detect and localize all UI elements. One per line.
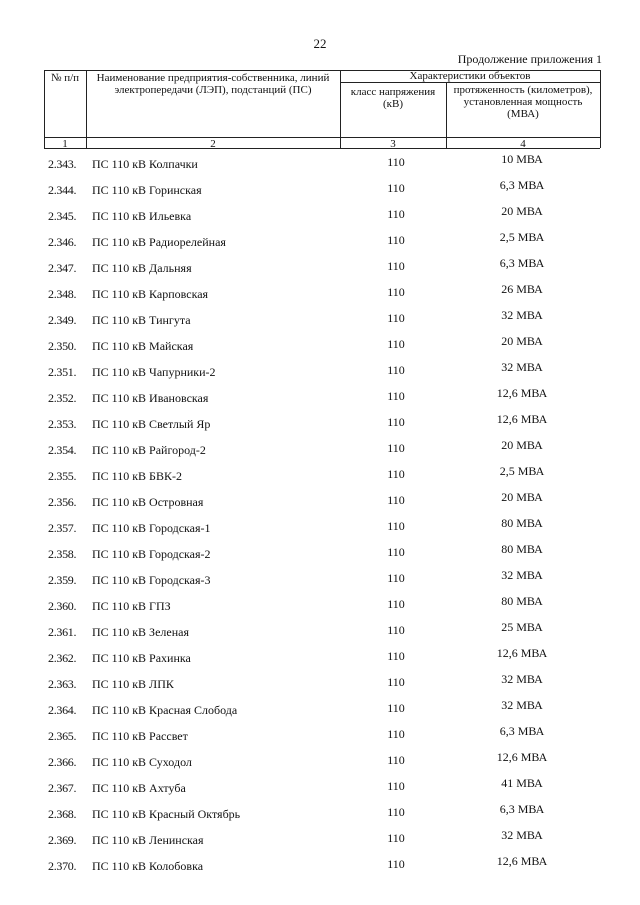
row-number: 2.346.: [48, 235, 77, 249]
table-row: [0, 617, 640, 643]
substation-name: ПС 110 кВ Городская-3: [92, 573, 211, 587]
table-row: [0, 279, 640, 305]
voltage-class: 110: [387, 753, 405, 767]
table-row: [0, 695, 640, 721]
substation-name: ПС 110 кВ Колобовка: [92, 859, 204, 873]
table-row: [0, 201, 640, 227]
table-row: [0, 487, 640, 513]
substation-name: ПС 110 кВ Майская: [92, 339, 194, 353]
installed-capacity: 6,3 МВА: [499, 256, 545, 270]
installed-capacity: 20 МВА: [501, 334, 543, 348]
substation-name: ПС 110 кВ Рахинка: [92, 651, 191, 665]
continuation-note: Продолжение приложения 1: [457, 52, 602, 66]
row-number: 2.354.: [48, 443, 77, 457]
substation-name: ПС 110 кВ Красная Слобода: [92, 703, 238, 717]
header-subdivider: [340, 82, 600, 83]
installed-capacity: 6,3 МВА: [499, 178, 545, 192]
voltage-class: 110: [387, 311, 405, 325]
row-number: 2.344.: [48, 183, 77, 197]
substation-name: ПС 110 кВ Тингута: [92, 313, 191, 327]
table-row: [0, 643, 640, 669]
substation-name: ПС 110 кВ БВК-2: [92, 469, 182, 483]
row-number: 2.367.: [48, 781, 77, 795]
table-row: [0, 227, 640, 253]
row-number: 2.361.: [48, 625, 77, 639]
substation-name: ПС 110 кВ ГПЗ: [92, 599, 171, 613]
voltage-class: 110: [387, 363, 405, 377]
substation-name: ПС 110 кВ Суходол: [92, 755, 192, 769]
voltage-class: 110: [387, 857, 405, 871]
installed-capacity: 26 МВА: [501, 282, 543, 296]
column-number-4: 4: [520, 138, 526, 150]
substation-name: ПС 110 кВ Чапурники-2: [92, 365, 216, 379]
row-number: 2.352.: [48, 391, 77, 405]
substation-name: ПС 110 кВ Ильевка: [92, 209, 192, 223]
installed-capacity: 80 МВА: [501, 594, 543, 608]
table-row: [0, 149, 640, 175]
installed-capacity: 32 МВА: [501, 308, 543, 322]
substation-name: ПС 110 кВ Колпачки: [92, 157, 198, 171]
row-number: 2.369.: [48, 833, 77, 847]
table-row: [0, 591, 640, 617]
table-row: [0, 253, 640, 279]
header-col-number: № п/п: [50, 72, 80, 84]
table-row: [0, 331, 640, 357]
voltage-class: 110: [387, 259, 405, 273]
header-col-voltage: класс напряжения (кВ): [350, 86, 436, 110]
voltage-class: 110: [387, 675, 405, 689]
row-number: 2.364.: [48, 703, 77, 717]
substation-name: ПС 110 кВ ЛПК: [92, 677, 174, 691]
header-col-capacity: протяженность (километров), установленная мощность (МВА): [453, 84, 593, 120]
voltage-class: 110: [387, 389, 405, 403]
row-number: 2.349.: [48, 313, 77, 327]
row-number: 2.357.: [48, 521, 77, 535]
installed-capacity: 20 МВА: [501, 438, 543, 452]
column-number-1: 1: [62, 138, 68, 150]
voltage-class: 110: [387, 597, 405, 611]
table-row: [0, 773, 640, 799]
row-number: 2.355.: [48, 469, 77, 483]
installed-capacity: 12,6 МВА: [496, 412, 548, 426]
row-number: 2.353.: [48, 417, 77, 431]
substation-name: ПС 110 кВ Рассвет: [92, 729, 188, 743]
substation-name: ПС 110 кВ Островная: [92, 495, 204, 509]
voltage-class: 110: [387, 233, 405, 247]
voltage-class: 110: [387, 701, 405, 715]
voltage-class: 110: [387, 519, 405, 533]
installed-capacity: 32 МВА: [501, 828, 543, 842]
row-number: 2.358.: [48, 547, 77, 561]
row-number: 2.351.: [48, 365, 77, 379]
table-row: [0, 357, 640, 383]
row-number: 2.365.: [48, 729, 77, 743]
row-number: 2.368.: [48, 807, 77, 821]
row-number: 2.345.: [48, 209, 77, 223]
voltage-class: 110: [387, 467, 405, 481]
substation-name: ПС 110 кВ Ивановская: [92, 391, 209, 405]
column-number-2: 2: [210, 138, 216, 150]
row-number: 2.359.: [48, 573, 77, 587]
installed-capacity: 12,6 МВА: [496, 386, 548, 400]
substation-name: ПС 110 кВ Карповская: [92, 287, 209, 301]
voltage-class: 110: [387, 207, 405, 221]
installed-capacity: 6,3 МВА: [499, 724, 545, 738]
voltage-class: 110: [387, 545, 405, 559]
installed-capacity: 32 МВА: [501, 672, 543, 686]
row-number: 2.356.: [48, 495, 77, 509]
installed-capacity: 12,6 МВА: [496, 750, 548, 764]
table-row: [0, 721, 640, 747]
installed-capacity: 20 МВА: [501, 204, 543, 218]
substation-name: ПС 110 кВ Радиорелейная: [92, 235, 226, 249]
substation-name: ПС 110 кВ Светлый Яр: [92, 417, 211, 431]
substation-name: ПС 110 кВ Зеленая: [92, 625, 189, 639]
voltage-class: 110: [387, 155, 405, 169]
voltage-class: 110: [387, 649, 405, 663]
installed-capacity: 6,3 МВА: [499, 802, 545, 816]
substation-name: ПС 110 кВ Дальняя: [92, 261, 192, 275]
column-number-3: 3: [390, 138, 396, 150]
installed-capacity: 10 МВА: [501, 152, 543, 166]
voltage-class: 110: [387, 831, 405, 845]
substation-name: ПС 110 кВ Городская-2: [92, 547, 211, 561]
installed-capacity: 32 МВА: [501, 568, 543, 582]
table-row: [0, 175, 640, 201]
header-col-name: Наименование предприятия-собственника, линий электропередачи (ЛЭП), подстанций (ПС): [96, 72, 330, 96]
row-number: 2.360.: [48, 599, 77, 613]
voltage-class: 110: [387, 493, 405, 507]
voltage-class: 110: [387, 805, 405, 819]
substation-name: ПС 110 кВ Городская-1: [92, 521, 211, 535]
page-number: 22: [313, 36, 327, 51]
substation-name: ПС 110 кВ Райгород-2: [92, 443, 206, 457]
voltage-class: 110: [387, 337, 405, 351]
table-row: [0, 825, 640, 851]
row-number: 2.343.: [48, 157, 77, 171]
installed-capacity: 80 МВА: [501, 516, 543, 530]
header-left-border: [44, 70, 45, 148]
installed-capacity: 32 МВА: [501, 698, 543, 712]
table-row: [0, 539, 640, 565]
voltage-class: 110: [387, 623, 405, 637]
header-right-border: [600, 70, 601, 148]
substation-name: ПС 110 кВ Горинская: [92, 183, 202, 197]
voltage-class: 110: [387, 285, 405, 299]
voltage-class: 110: [387, 571, 405, 585]
table-row: [0, 799, 640, 825]
voltage-class: 110: [387, 727, 405, 741]
voltage-class: 110: [387, 779, 405, 793]
voltage-class: 110: [387, 415, 405, 429]
installed-capacity: 32 МВА: [501, 360, 543, 374]
substation-name: ПС 110 кВ Красный Октябрь: [92, 807, 241, 821]
table-row: [0, 383, 640, 409]
table-row: [0, 851, 640, 877]
table-row: [0, 305, 640, 331]
installed-capacity: 25 МВА: [501, 620, 543, 634]
substation-name: ПС 110 кВ Ахтуба: [92, 781, 186, 795]
installed-capacity: 20 МВА: [501, 490, 543, 504]
table-row: [0, 565, 640, 591]
voltage-class: 110: [387, 181, 405, 195]
installed-capacity: 2,5 МВА: [499, 230, 545, 244]
table-row: [0, 669, 640, 695]
table-row: [0, 747, 640, 773]
table-row: [0, 461, 640, 487]
row-number: 2.370.: [48, 859, 77, 873]
installed-capacity: 12,6 МВА: [496, 854, 548, 868]
installed-capacity: 2,5 МВА: [499, 464, 545, 478]
installed-capacity: 41 МВА: [501, 776, 543, 790]
header-characteristics: Характеристики объектов: [409, 70, 531, 82]
table-row: [0, 513, 640, 539]
header-divider-1: [86, 70, 87, 148]
substation-name: ПС 110 кВ Ленинская: [92, 833, 204, 847]
table-row: [0, 435, 640, 461]
row-number: 2.350.: [48, 339, 77, 353]
voltage-class: 110: [387, 441, 405, 455]
row-number: 2.366.: [48, 755, 77, 769]
installed-capacity: 12,6 МВА: [496, 646, 548, 660]
row-number: 2.362.: [48, 651, 77, 665]
row-number: 2.348.: [48, 287, 77, 301]
row-number: 2.347.: [48, 261, 77, 275]
installed-capacity: 80 МВА: [501, 542, 543, 556]
row-number: 2.363.: [48, 677, 77, 691]
table-row: [0, 409, 640, 435]
